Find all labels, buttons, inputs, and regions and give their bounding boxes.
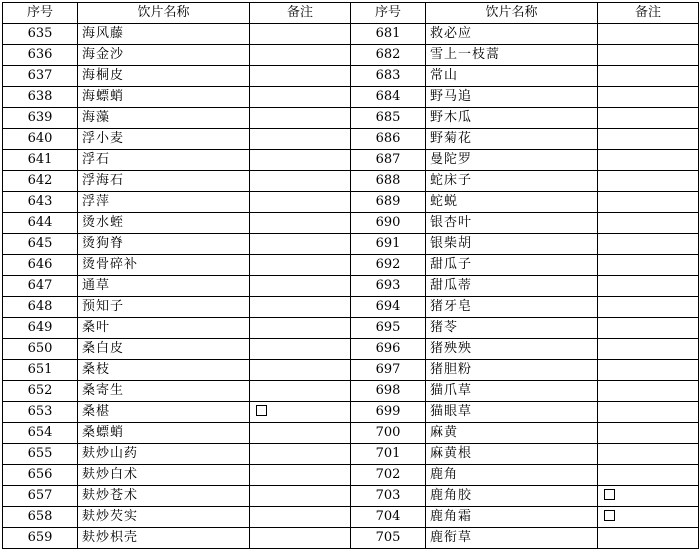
table-row [3,381,699,402]
right-seq-cell: 696 [351,339,426,360]
right-note-cell [598,318,699,339]
left-seq-cell: 650 [3,339,78,360]
left-herb-name-cell: 浮小麦 [78,129,250,150]
table-row [3,108,699,129]
right-seq-cell: 692 [351,255,426,276]
right-note-cell [598,297,699,318]
right-note-cell [598,255,699,276]
right-seq-cell: 687 [351,150,426,171]
header-left-seq: 序号 [3,3,78,24]
left-seq-cell: 641 [3,150,78,171]
left-seq-cell: 647 [3,276,78,297]
table-row [3,213,699,234]
left-seq-cell: 655 [3,444,78,465]
right-herb-name-cell: 麻黄根 [426,444,598,465]
left-herb-name-cell: 海风藤 [78,24,250,45]
header-left-note: 备注 [250,3,351,24]
right-seq-cell: 699 [351,402,426,423]
right-seq-cell: 704 [351,507,426,528]
table-row [3,465,699,486]
right-herb-name-cell: 猫爪草 [426,381,598,402]
right-seq-cell: 686 [351,129,426,150]
left-herb-name-cell: 桑螵蛸 [78,423,250,444]
left-seq-cell: 637 [3,66,78,87]
left-note-cell [250,255,351,276]
left-seq-cell: 642 [3,171,78,192]
right-seq-cell: 689 [351,192,426,213]
header-right-note: 备注 [598,3,699,24]
left-herb-name-cell: 通草 [78,276,250,297]
left-herb-name-cell: 预知子 [78,297,250,318]
left-herb-name-cell: 海藻 [78,108,250,129]
table-row [3,486,699,507]
left-herb-name-cell: 桑叶 [78,318,250,339]
right-note-cell [598,234,699,255]
right-note-cell [598,171,699,192]
right-herb-name-cell: 救必应 [426,24,598,45]
left-seq-cell: 656 [3,465,78,486]
table-row [3,24,699,45]
table-row [3,150,699,171]
right-seq-cell: 685 [351,108,426,129]
right-seq-cell: 698 [351,381,426,402]
left-note-cell [250,360,351,381]
right-herb-name-cell: 甜瓜子 [426,255,598,276]
table-row [3,528,699,549]
left-herb-name-cell: 桑椹 [78,402,250,423]
left-note-cell [250,381,351,402]
right-note-cell [598,486,699,507]
right-note-cell [598,381,699,402]
left-note-cell [250,339,351,360]
table-row [3,234,699,255]
table-row [3,129,699,150]
right-seq-cell: 701 [351,444,426,465]
left-seq-cell: 652 [3,381,78,402]
left-note-cell [250,318,351,339]
left-herb-name-cell: 麸炒枳壳 [78,528,250,549]
left-herb-name-cell: 桑枝 [78,360,250,381]
right-seq-cell: 681 [351,24,426,45]
table-row [3,339,699,360]
right-herb-name-cell: 鹿角霜 [426,507,598,528]
table-row [3,360,699,381]
left-seq-cell: 635 [3,24,78,45]
right-seq-cell: 700 [351,423,426,444]
right-seq-cell: 695 [351,318,426,339]
right-note-cell [598,465,699,486]
left-herb-name-cell: 海金沙 [78,45,250,66]
right-herb-name-cell: 蛇床子 [426,171,598,192]
table-row [3,444,699,465]
right-herb-name-cell: 猫眼草 [426,402,598,423]
header-row [3,3,699,24]
left-herb-name-cell: 麸炒山药 [78,444,250,465]
right-note-cell [598,45,699,66]
left-seq-cell: 658 [3,507,78,528]
left-note-cell [250,213,351,234]
right-herb-name-cell: 曼陀罗 [426,150,598,171]
left-seq-cell: 648 [3,297,78,318]
right-herb-name-cell: 麻黄 [426,423,598,444]
left-seq-cell: 649 [3,318,78,339]
right-note-cell [598,213,699,234]
right-note-cell [598,528,699,549]
right-herb-name-cell: 银柴胡 [426,234,598,255]
right-seq-cell: 683 [351,66,426,87]
right-note-cell [598,87,699,108]
left-note-cell [250,465,351,486]
right-herb-name-cell: 雪上一枝蒿 [426,45,598,66]
left-note-cell [250,108,351,129]
right-note-cell [598,402,699,423]
right-seq-cell: 703 [351,486,426,507]
left-note-cell [250,87,351,108]
right-herb-name-cell: 鹿角 [426,465,598,486]
left-seq-cell: 659 [3,528,78,549]
left-herb-name-cell: 海桐皮 [78,66,250,87]
left-note-cell [250,171,351,192]
table-row [3,402,699,423]
right-seq-cell: 693 [351,276,426,297]
right-herb-name-cell: 蛇蜕 [426,192,598,213]
right-herb-name-cell: 鹿角胶 [426,486,598,507]
herb-list-table [2,2,699,549]
right-seq-cell: 702 [351,465,426,486]
left-seq-cell: 657 [3,486,78,507]
left-herb-name-cell: 海螵蛸 [78,87,250,108]
right-herb-name-cell: 银杏叶 [426,213,598,234]
left-seq-cell: 640 [3,129,78,150]
table-row [3,423,699,444]
left-seq-cell: 644 [3,213,78,234]
left-herb-name-cell: 烫骨碎补 [78,255,250,276]
left-herb-name-cell: 麸炒白术 [78,465,250,486]
right-note-cell [598,129,699,150]
header-left-name: 饮片名称 [78,3,250,24]
right-herb-name-cell: 鹿衔草 [426,528,598,549]
left-seq-cell: 651 [3,360,78,381]
right-herb-name-cell: 猪苓 [426,318,598,339]
left-seq-cell: 639 [3,108,78,129]
right-herb-name-cell: 甜瓜蒂 [426,276,598,297]
left-seq-cell: 645 [3,234,78,255]
right-herb-name-cell: 野木瓜 [426,108,598,129]
right-seq-cell: 682 [351,45,426,66]
table-body [3,24,699,549]
table-row [3,192,699,213]
note-checkbox-icon[interactable] [256,405,267,416]
left-seq-cell: 653 [3,402,78,423]
left-herb-name-cell: 桑寄生 [78,381,250,402]
left-note-cell [250,507,351,528]
herb-list-sheet [2,2,698,549]
left-note-cell [250,528,351,549]
left-note-cell [250,234,351,255]
table-row [3,66,699,87]
left-herb-name-cell: 浮萍 [78,192,250,213]
right-note-cell [598,24,699,45]
left-herb-name-cell: 烫狗脊 [78,234,250,255]
right-seq-cell: 688 [351,171,426,192]
left-note-cell [250,402,351,423]
right-seq-cell: 690 [351,213,426,234]
left-seq-cell: 638 [3,87,78,108]
table-row [3,276,699,297]
right-herb-name-cell: 野菊花 [426,129,598,150]
left-note-cell [250,45,351,66]
left-herb-name-cell: 烫水蛭 [78,213,250,234]
right-note-cell [598,339,699,360]
right-note-cell [598,108,699,129]
left-note-cell [250,192,351,213]
table-row [3,255,699,276]
left-note-cell [250,486,351,507]
left-seq-cell: 646 [3,255,78,276]
table-row [3,507,699,528]
right-note-cell [598,360,699,381]
table-row [3,318,699,339]
right-seq-cell: 691 [351,234,426,255]
left-note-cell [250,150,351,171]
right-note-cell [598,276,699,297]
left-note-cell [250,297,351,318]
left-note-cell [250,24,351,45]
left-herb-name-cell: 麸炒芡实 [78,507,250,528]
left-note-cell [250,276,351,297]
right-herb-name-cell: 猪胆粉 [426,360,598,381]
right-note-cell [598,507,699,528]
left-herb-name-cell: 桑白皮 [78,339,250,360]
table-row [3,45,699,66]
left-note-cell [250,444,351,465]
left-herb-name-cell: 浮石 [78,150,250,171]
left-note-cell [250,423,351,444]
right-seq-cell: 697 [351,360,426,381]
left-herb-name-cell: 麸炒苍术 [78,486,250,507]
left-note-cell [250,66,351,87]
table-row [3,171,699,192]
left-herb-name-cell: 浮海石 [78,171,250,192]
left-note-cell [250,129,351,150]
note-checkbox-icon[interactable] [604,489,615,500]
left-seq-cell: 654 [3,423,78,444]
table-row [3,297,699,318]
right-note-cell [598,192,699,213]
right-seq-cell: 705 [351,528,426,549]
header-right-seq: 序号 [351,3,426,24]
right-note-cell [598,423,699,444]
left-seq-cell: 636 [3,45,78,66]
right-seq-cell: 694 [351,297,426,318]
header-right-name: 饮片名称 [426,3,598,24]
right-herb-name-cell: 猪牙皂 [426,297,598,318]
right-herb-name-cell: 猪殃殃 [426,339,598,360]
right-note-cell [598,150,699,171]
right-herb-name-cell: 常山 [426,66,598,87]
note-checkbox-icon[interactable] [604,510,615,521]
left-seq-cell: 643 [3,192,78,213]
right-herb-name-cell: 野马追 [426,87,598,108]
right-seq-cell: 684 [351,87,426,108]
table-row [3,87,699,108]
right-note-cell [598,444,699,465]
right-note-cell [598,66,699,87]
